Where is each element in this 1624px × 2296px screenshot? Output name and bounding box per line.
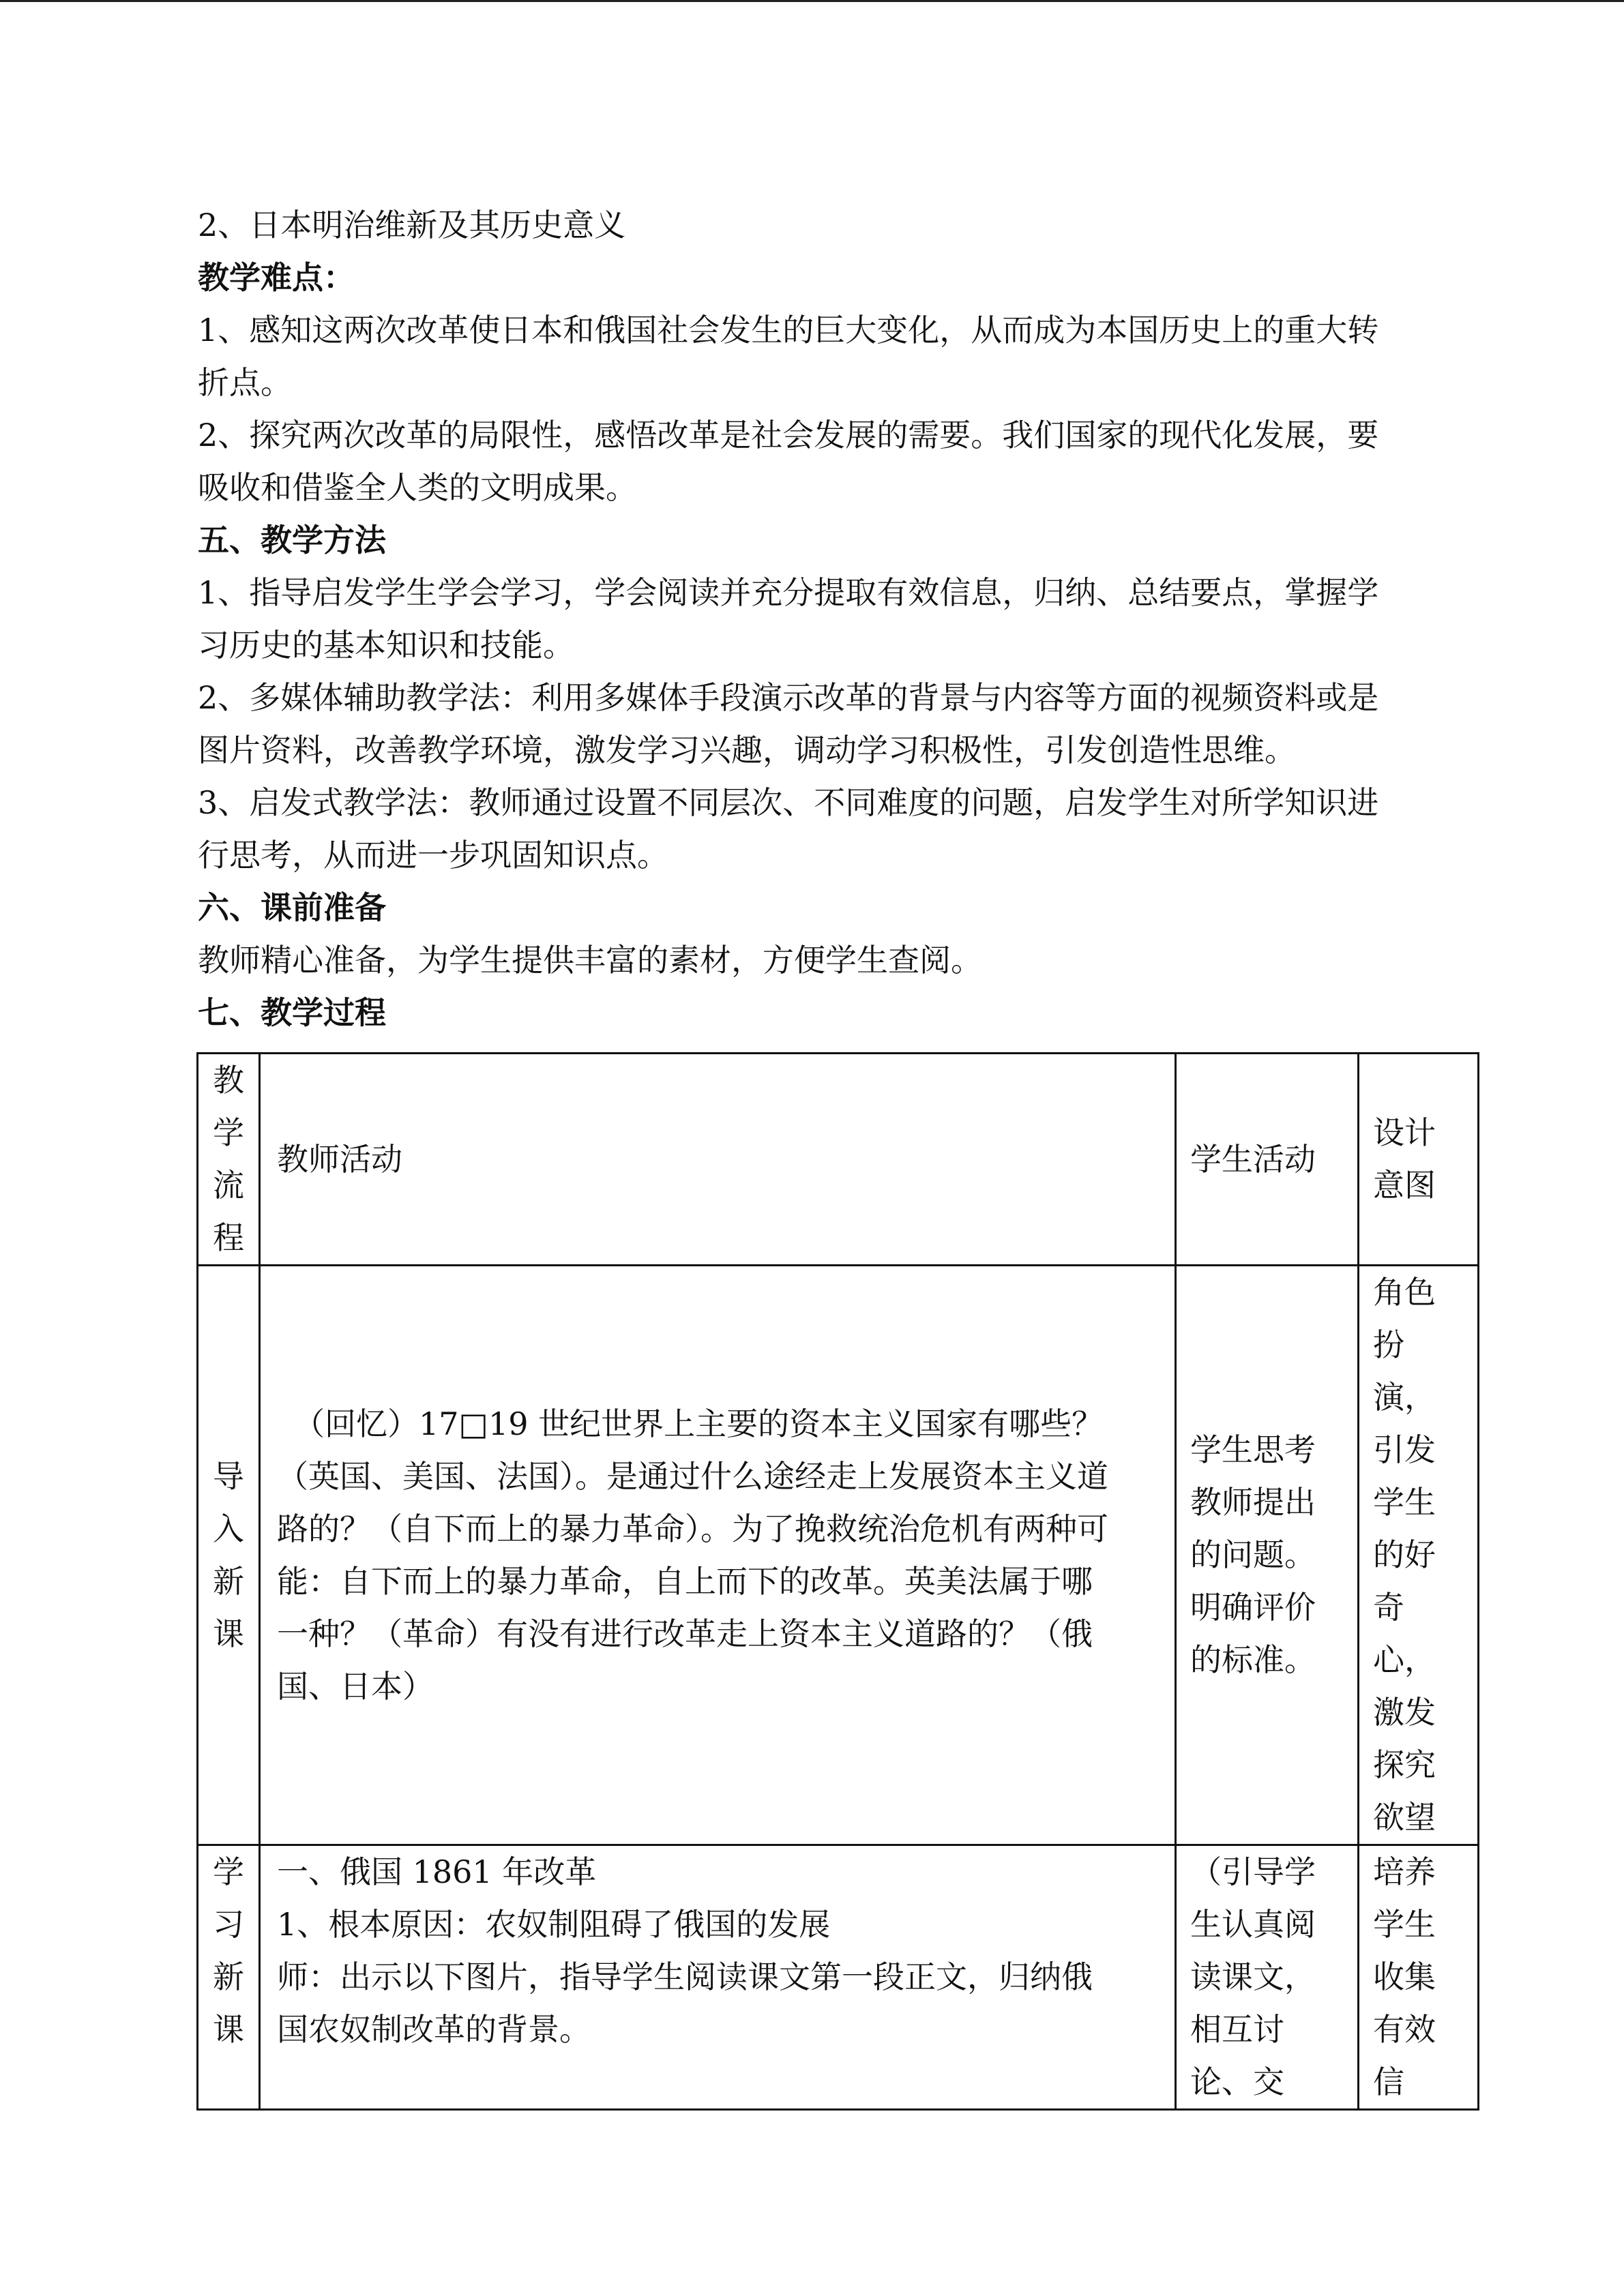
header-cell-student: 学生活动 bbox=[1176, 1054, 1359, 1266]
paragraph-line: 折点。 bbox=[198, 364, 292, 401]
table-header-row bbox=[198, 1054, 1479, 1266]
header-cell-intent: 设计意图 bbox=[1359, 1054, 1479, 1266]
paragraph-line: 习历史的基本知识和技能。 bbox=[198, 627, 574, 664]
header-cell-teacher: 教师活动 bbox=[260, 1054, 1176, 1266]
paragraph-line: 吸收和借鉴全人类的文明成果。 bbox=[198, 469, 637, 506]
text-line: 1、根本原因：农奴制阻碍了俄国的发展 bbox=[277, 1906, 831, 1943]
section-heading-methods: 五、教学方法 bbox=[198, 522, 386, 558]
paragraph-line: 2、探究两次改革的局限性，感悟改革是社会发展的需要。我们国家的现代化发展，要 bbox=[198, 417, 1379, 453]
cell-design-intent: 角色扮演，引发学生的好奇心，激发探究欲望 bbox=[1359, 1266, 1479, 1845]
paragraph-line: 2、多媒体辅助教学法：利用多媒体手段演示改革的背景与内容等方面的视频资料或是 bbox=[198, 679, 1379, 716]
table-row bbox=[198, 1266, 1479, 1845]
text-line: 师：出示以下图片，指导学生阅读课文第一段正文，归纳俄 bbox=[277, 1958, 1093, 1995]
paragraph-line: 1、感知这两次改革使日本和俄国社会发生的巨大变化，从而成为本国历史上的重大转 bbox=[198, 312, 1379, 348]
cell-flow: 导入新课 bbox=[198, 1266, 260, 1845]
section-heading-preparation: 六、课前准备 bbox=[198, 889, 386, 926]
cell-teacher-activity bbox=[260, 1266, 1176, 1845]
text-line: 能：自下而上的暴力革命，自上而下的改革。英美法属于哪 bbox=[277, 1562, 1093, 1600]
section-heading-process: 七、教学过程 bbox=[198, 994, 386, 1031]
document-body bbox=[198, 199, 1426, 1039]
cell-student-activity: 学生思考教师提出的问题。明确评价的标准。 bbox=[1176, 1266, 1359, 1845]
text-line: 一、俄国 1861 年改革 bbox=[277, 1853, 597, 1890]
text-line: （英国、美国、法国）。是通过什么途经走上发展资本主义道 bbox=[277, 1457, 1108, 1495]
section-heading-difficulties: 教学难点： bbox=[198, 259, 355, 296]
cell-flow: 学习新课 bbox=[198, 1845, 260, 2110]
paragraph-line: 教师精心准备，为学生提供丰富的素材，方便学生查阅。 bbox=[198, 942, 982, 979]
paragraph-line: 2、日本明治维新及其历史意义 bbox=[198, 207, 626, 243]
paragraph-line: 3、启发式教学法：教师通过设置不同层次、不同难度的问题，启发学生对所学知识进 bbox=[198, 784, 1379, 821]
cell-design-intent: 培养学生收集有效信 bbox=[1359, 1845, 1479, 2110]
text-line: 路的？（自下而上的暴力革命）。为了挽救统治危机有两种可 bbox=[277, 1510, 1108, 1547]
paragraph-line: 图片资料，改善教学环境，激发学习兴趣，调动学习积极性，引发创造性思维。 bbox=[198, 732, 1296, 769]
header-cell-flow: 教学流程 bbox=[198, 1054, 260, 1266]
top-border-line bbox=[0, 0, 1624, 2]
cell-teacher-activity bbox=[260, 1845, 1176, 2110]
text-line: 国、日本） bbox=[277, 1667, 434, 1705]
teaching-process-table bbox=[196, 1052, 1479, 2111]
text-line: （回忆）17□19 世纪世界上主要的资本主义国家有哪些？ bbox=[293, 1405, 1104, 1442]
paragraph-line: 1、指导启发学生学会学习，学会阅读并充分提取有效信息，归纳、总结要点，掌握学 bbox=[198, 574, 1379, 611]
paragraph-line: 行思考，从而进一步巩固知识点。 bbox=[198, 837, 668, 874]
text-line: 一种？（革命）有没有进行改革走上资本主义道路的？（俄 bbox=[277, 1615, 1093, 1652]
cell-student-activity: （引导学生认真阅读课文，相互讨论、交 bbox=[1176, 1845, 1359, 2110]
table-row bbox=[198, 1845, 1479, 2110]
text-line: 国农奴制改革的背景。 bbox=[277, 2011, 591, 2048]
